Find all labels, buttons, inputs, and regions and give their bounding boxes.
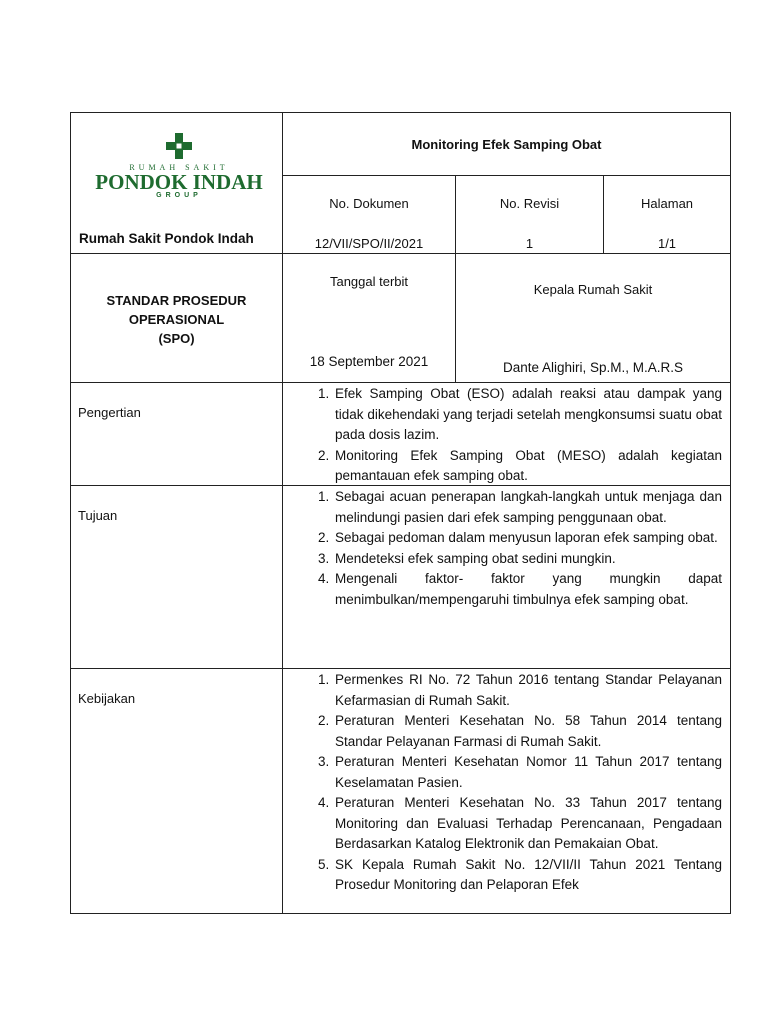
halaman-cell: [604, 176, 731, 254]
section-label-tujuan: Tujuan: [78, 508, 118, 523]
tujuan-label-cell: [71, 486, 283, 669]
no-dokumen-label: No. Dokumen: [329, 196, 409, 212]
no-revisi-label: No. Revisi: [499, 196, 560, 212]
list-item: 2. Peraturan Menteri Kesehatan No. 58 Tahun 2014 tentang Standar Pelayanan Farmasi di Rumah Sakit.: [333, 711, 722, 752]
pengertian-content-cell: [283, 383, 731, 486]
logo-main-text: PONDOK INDAH: [95, 170, 263, 194]
tanggal-terbit-value: 18 September 2021: [309, 354, 429, 369]
list-item: 1. Permenkes RI No. 72 Tahun 2016 tentang Standar Pelayanan Kefarmasian di Rumah Sakit.: [333, 670, 722, 711]
kebijakan-list: [283, 670, 730, 896]
list-item: 2. Sebagai pedoman dalam menyusun laporan efek samping obat.: [333, 528, 722, 549]
halaman-label: Halaman: [641, 196, 694, 212]
hospital-name: Rumah Sakit Pondok Indah: [79, 231, 254, 246]
signatory-title: Kepala Rumah Sakit: [533, 282, 653, 297]
spo-header-table: [70, 112, 731, 914]
spo-document: [70, 112, 730, 912]
halaman-value: 1/1: [657, 236, 677, 252]
logo-cell: [71, 113, 283, 254]
document-title: Monitoring Efek Samping Obat: [283, 113, 731, 176]
logo-sub-text: GROUP: [156, 192, 202, 199]
spo-title-cell: [71, 254, 283, 383]
signatory-name: Dante Alighiri, Sp.M., M.A.R.S: [502, 360, 684, 375]
list-item: 5. SK Kepala Rumah Sakit No. 12/VII/II Tahun 2021 Tentang Prosedur Monitoring dan Pelaporan Efek: [333, 855, 722, 896]
list-item: 3. Peraturan Menteri Kesehatan Nomor 11 Tahun 2017 tentang Keselamatan Pasien.: [333, 752, 722, 793]
no-dokumen-cell: [283, 176, 456, 254]
signature-cell: [456, 254, 731, 383]
pengertian-label-cell: [71, 383, 283, 486]
spo-title-line1: STANDAR PROSEDUR: [106, 293, 247, 308]
tanggal-terbit-label: Tanggal terbit: [329, 274, 409, 289]
list-item: 2. Monitoring Efek Samping Obat (MESO) adalah kegiatan pemantauan efek samping obat.: [333, 446, 722, 486]
list-item: 4. Mengenali faktor- faktor yang mungkin dapat menimbulkan/mempengaruhi timbulnya efek samping obat.: [333, 569, 722, 610]
list-item: 3. Mendeteksi efek samping obat sedini mungkin.: [333, 549, 722, 570]
list-item: 1. Efek Samping Obat (ESO) adalah reaksi atau dampak yang tidak dikehendaki yang terjadi setelah mengkonsumsi suatu obat pada dosis lazim.: [333, 384, 722, 446]
tujuan-list: [283, 487, 730, 610]
tujuan-content-cell: [283, 486, 731, 669]
kebijakan-label-cell: [71, 669, 283, 914]
section-label-pengertian: Pengertian: [78, 405, 141, 420]
spo-title-line3: (SPO): [158, 331, 195, 346]
tanggal-terbit-cell: [283, 254, 456, 383]
cross-emblem-icon: [164, 133, 194, 159]
kebijakan-content-cell: [283, 669, 731, 914]
pengertian-list: [283, 384, 730, 485]
spo-title-line2: OPERASIONAL: [128, 312, 225, 327]
section-label-kebijakan: Kebijakan: [78, 691, 136, 706]
list-item: 4. Peraturan Menteri Kesehatan No. 33 Tahun 2017 tentang Monitoring dan Evaluasi Terhadap Perencanaan, Pengadaan Berdasarkan Katalog Elektronik dan Pemakaian Obat.: [333, 793, 722, 855]
list-item: 1. Sebagai acuan penerapan langkah-langkah untuk menjaga dan melindungi pasien dari efek samping penggunaan obat.: [333, 487, 722, 528]
hospital-logo: [89, 133, 269, 199]
logo-top-text: RUMAH SAKIT: [129, 163, 229, 172]
no-revisi-value: 1: [525, 236, 534, 252]
no-dokumen-value: 12/VII/SPO/II/2021: [314, 236, 424, 252]
no-revisi-cell: [456, 176, 604, 254]
